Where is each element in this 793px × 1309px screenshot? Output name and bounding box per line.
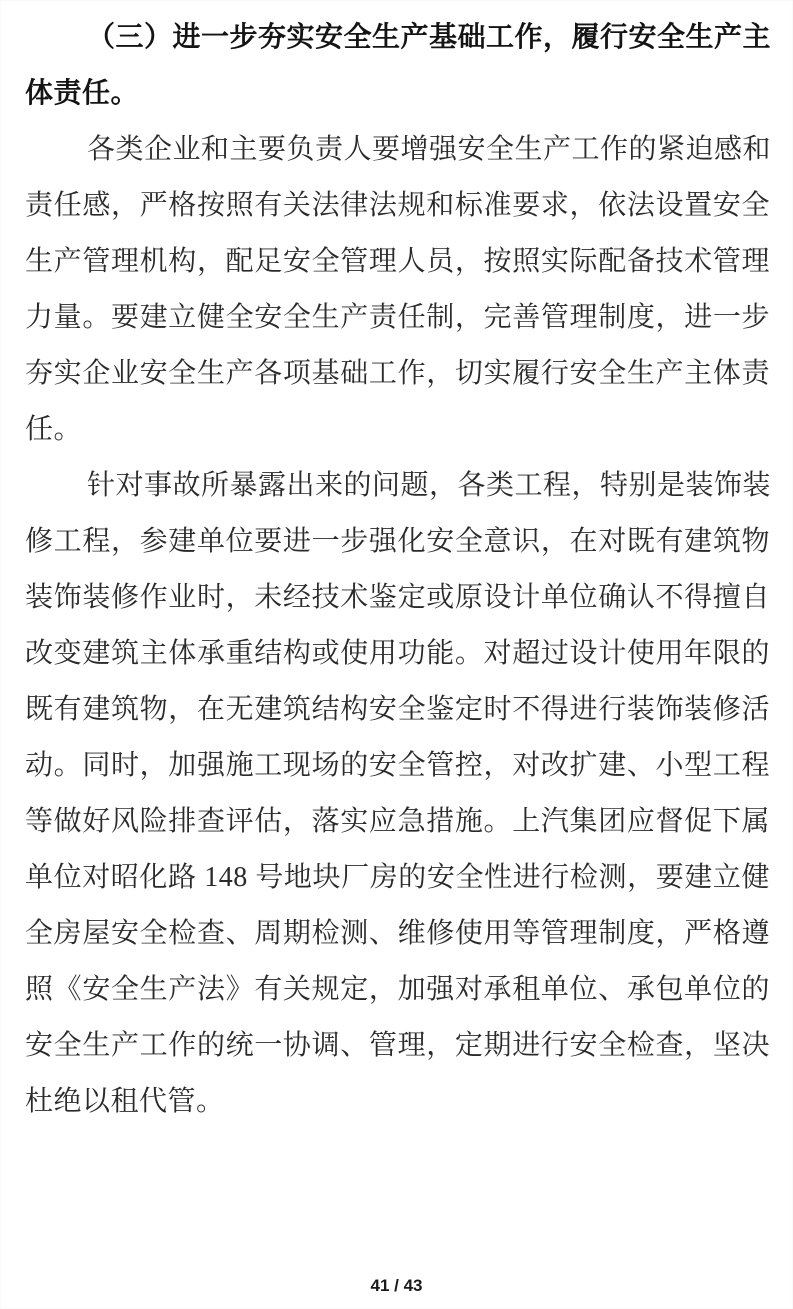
paragraph-line: 生产管理机构，配足安全管理人员，按照实际配备技术管理	[25, 246, 770, 277]
paragraph-line: 单位对昭化路 148 号地块厂房的安全性进行检测，要建立健	[25, 862, 770, 893]
paragraph-line: 任。	[25, 414, 83, 445]
paragraph-line: 针对事故所暴露出来的问题，各类工程，特别是装饰装	[87, 470, 772, 501]
paragraph-line: 全房屋安全检查、周期检测、维修使用等管理制度，严格遵	[25, 918, 770, 949]
paragraph-line: 责任感，严格按照有关法律法规和标准要求，依法设置安全	[25, 190, 770, 221]
paragraph-line: 修工程，参建单位要进一步强化安全意识，在对既有建筑物	[25, 526, 770, 557]
paragraph-line: 照《安全生产法》有关规定，加强对承租单位、承包单位的	[25, 974, 770, 1005]
paragraph-line: 动。同时，加强施工现场的安全管控，对改扩建、小型工程	[25, 750, 770, 781]
document-content	[25, 10, 770, 1130]
paragraph-line: 改变建筑主体承重结构或使用功能。对超过设计使用年限的	[25, 638, 770, 669]
paragraph-line: 安全生产工作的统一协调、管理，定期进行安全检查，坚决	[25, 1030, 770, 1061]
paragraph-line: 力量。要建立健全安全生产责任制，完善管理制度，进一步	[25, 302, 770, 333]
section-heading-line: 体责任。	[25, 78, 140, 109]
page-number: 41 / 43	[370, 1276, 423, 1295]
paragraph-line: 装饰装修作业时，未经技术鉴定或原设计单位确认不得擅自	[25, 582, 770, 613]
paragraph-line: 杜绝以租代管。	[25, 1086, 225, 1117]
paragraph-line: 各类企业和主要负责人要增强安全生产工作的紧迫感和	[87, 134, 772, 165]
paragraph-line: 既有建筑物，在无建筑结构安全鉴定时不得进行装饰装修活	[25, 694, 770, 725]
section-heading-line: （三）进一步夯实安全生产基础工作，履行安全生产主	[87, 22, 772, 53]
paragraph-line: 等做好风险排查评估，落实应急措施。上汽集团应督促下属	[25, 806, 770, 837]
paragraph-line: 夯实企业安全生产各项基础工作，切实履行安全生产主体责	[25, 358, 770, 389]
